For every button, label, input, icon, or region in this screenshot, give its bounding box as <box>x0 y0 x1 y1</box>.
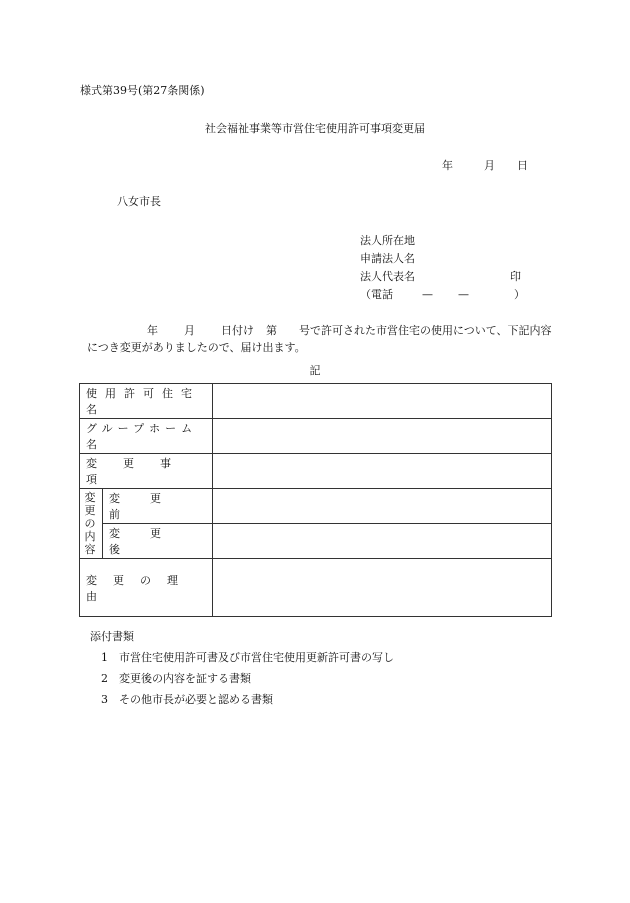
label-group-home <box>80 419 213 454</box>
field-group-home[interactable] <box>213 419 552 454</box>
vertical-label <box>80 491 100 556</box>
telephone-row <box>360 286 525 304</box>
tel-open: （電話 <box>360 288 393 301</box>
label-before-change <box>103 489 213 524</box>
field-permitted-housing[interactable] <box>213 384 552 419</box>
body-month: 月 <box>184 324 195 337</box>
tel-dash-1: — <box>422 288 433 301</box>
attachment-item <box>90 668 394 689</box>
attachments <box>90 626 394 710</box>
label-text: 変更前 <box>109 492 191 521</box>
label-text: 変更の理由 <box>86 573 194 603</box>
form-number: 様式第39号(第27条関係) <box>80 84 205 97</box>
label-permitted-housing <box>80 384 213 419</box>
tel-dash-2: — <box>458 288 469 301</box>
label-text: グループホーム名 <box>86 422 198 451</box>
label-text: 変更の内容 <box>84 491 96 556</box>
attachments-heading: 添付書類 <box>90 630 134 643</box>
tel-close: ） <box>514 288 525 301</box>
attachment-item <box>90 647 394 668</box>
attachment-number: 2 <box>101 672 108 685</box>
label-change-item <box>80 454 213 489</box>
label-text: 変更後 <box>109 527 191 556</box>
body-year: 年 <box>147 324 158 337</box>
representative-label: 法人代表名 <box>360 270 415 283</box>
body-dated: 日付け <box>221 324 254 337</box>
address-label: 法人所在地 <box>360 234 415 247</box>
label-change-reason <box>80 559 213 617</box>
attachment-number: 1 <box>101 651 108 664</box>
notice-body <box>87 322 559 356</box>
ki-heading: 記 <box>309 364 321 377</box>
attachment-text: 変更後の内容を証する書類 <box>119 672 251 685</box>
field-change-item[interactable] <box>213 454 552 489</box>
attachment-item <box>90 689 394 710</box>
document-title: 社会福祉事業等市営住宅使用許可事項変更届 <box>205 122 425 135</box>
applicant-block <box>360 232 525 304</box>
date-year: 年 <box>442 159 453 172</box>
label-text: 使用許可住宅名 <box>86 387 200 416</box>
label-after-change <box>103 524 213 559</box>
date-line <box>442 157 528 173</box>
field-change-reason[interactable] <box>213 559 552 617</box>
corporation-name-label: 申請法人名 <box>360 252 415 265</box>
date-day: 日 <box>517 159 528 172</box>
attachment-number: 3 <box>101 693 108 706</box>
attachment-text: その他市長が必要と認める書類 <box>119 693 273 706</box>
label-text: 変更事項 <box>86 457 197 486</box>
addressee: 八女市長 <box>117 195 161 208</box>
body-rest: 号で許可された市営住宅の使用について、下記内容につき変更がありましたので、届け出ます。 <box>87 324 552 354</box>
seal-mark: 印 <box>510 270 521 283</box>
field-before-change[interactable] <box>213 489 552 524</box>
attachment-text: 市営住宅使用許可書及び市営住宅使用更新許可書の写し <box>119 651 394 664</box>
field-after-change[interactable] <box>213 524 552 559</box>
body-number: 第 <box>266 324 277 337</box>
date-month: 月 <box>484 159 495 172</box>
representative-row <box>360 268 525 286</box>
change-details-table <box>79 383 552 617</box>
label-change-contents <box>80 489 103 559</box>
